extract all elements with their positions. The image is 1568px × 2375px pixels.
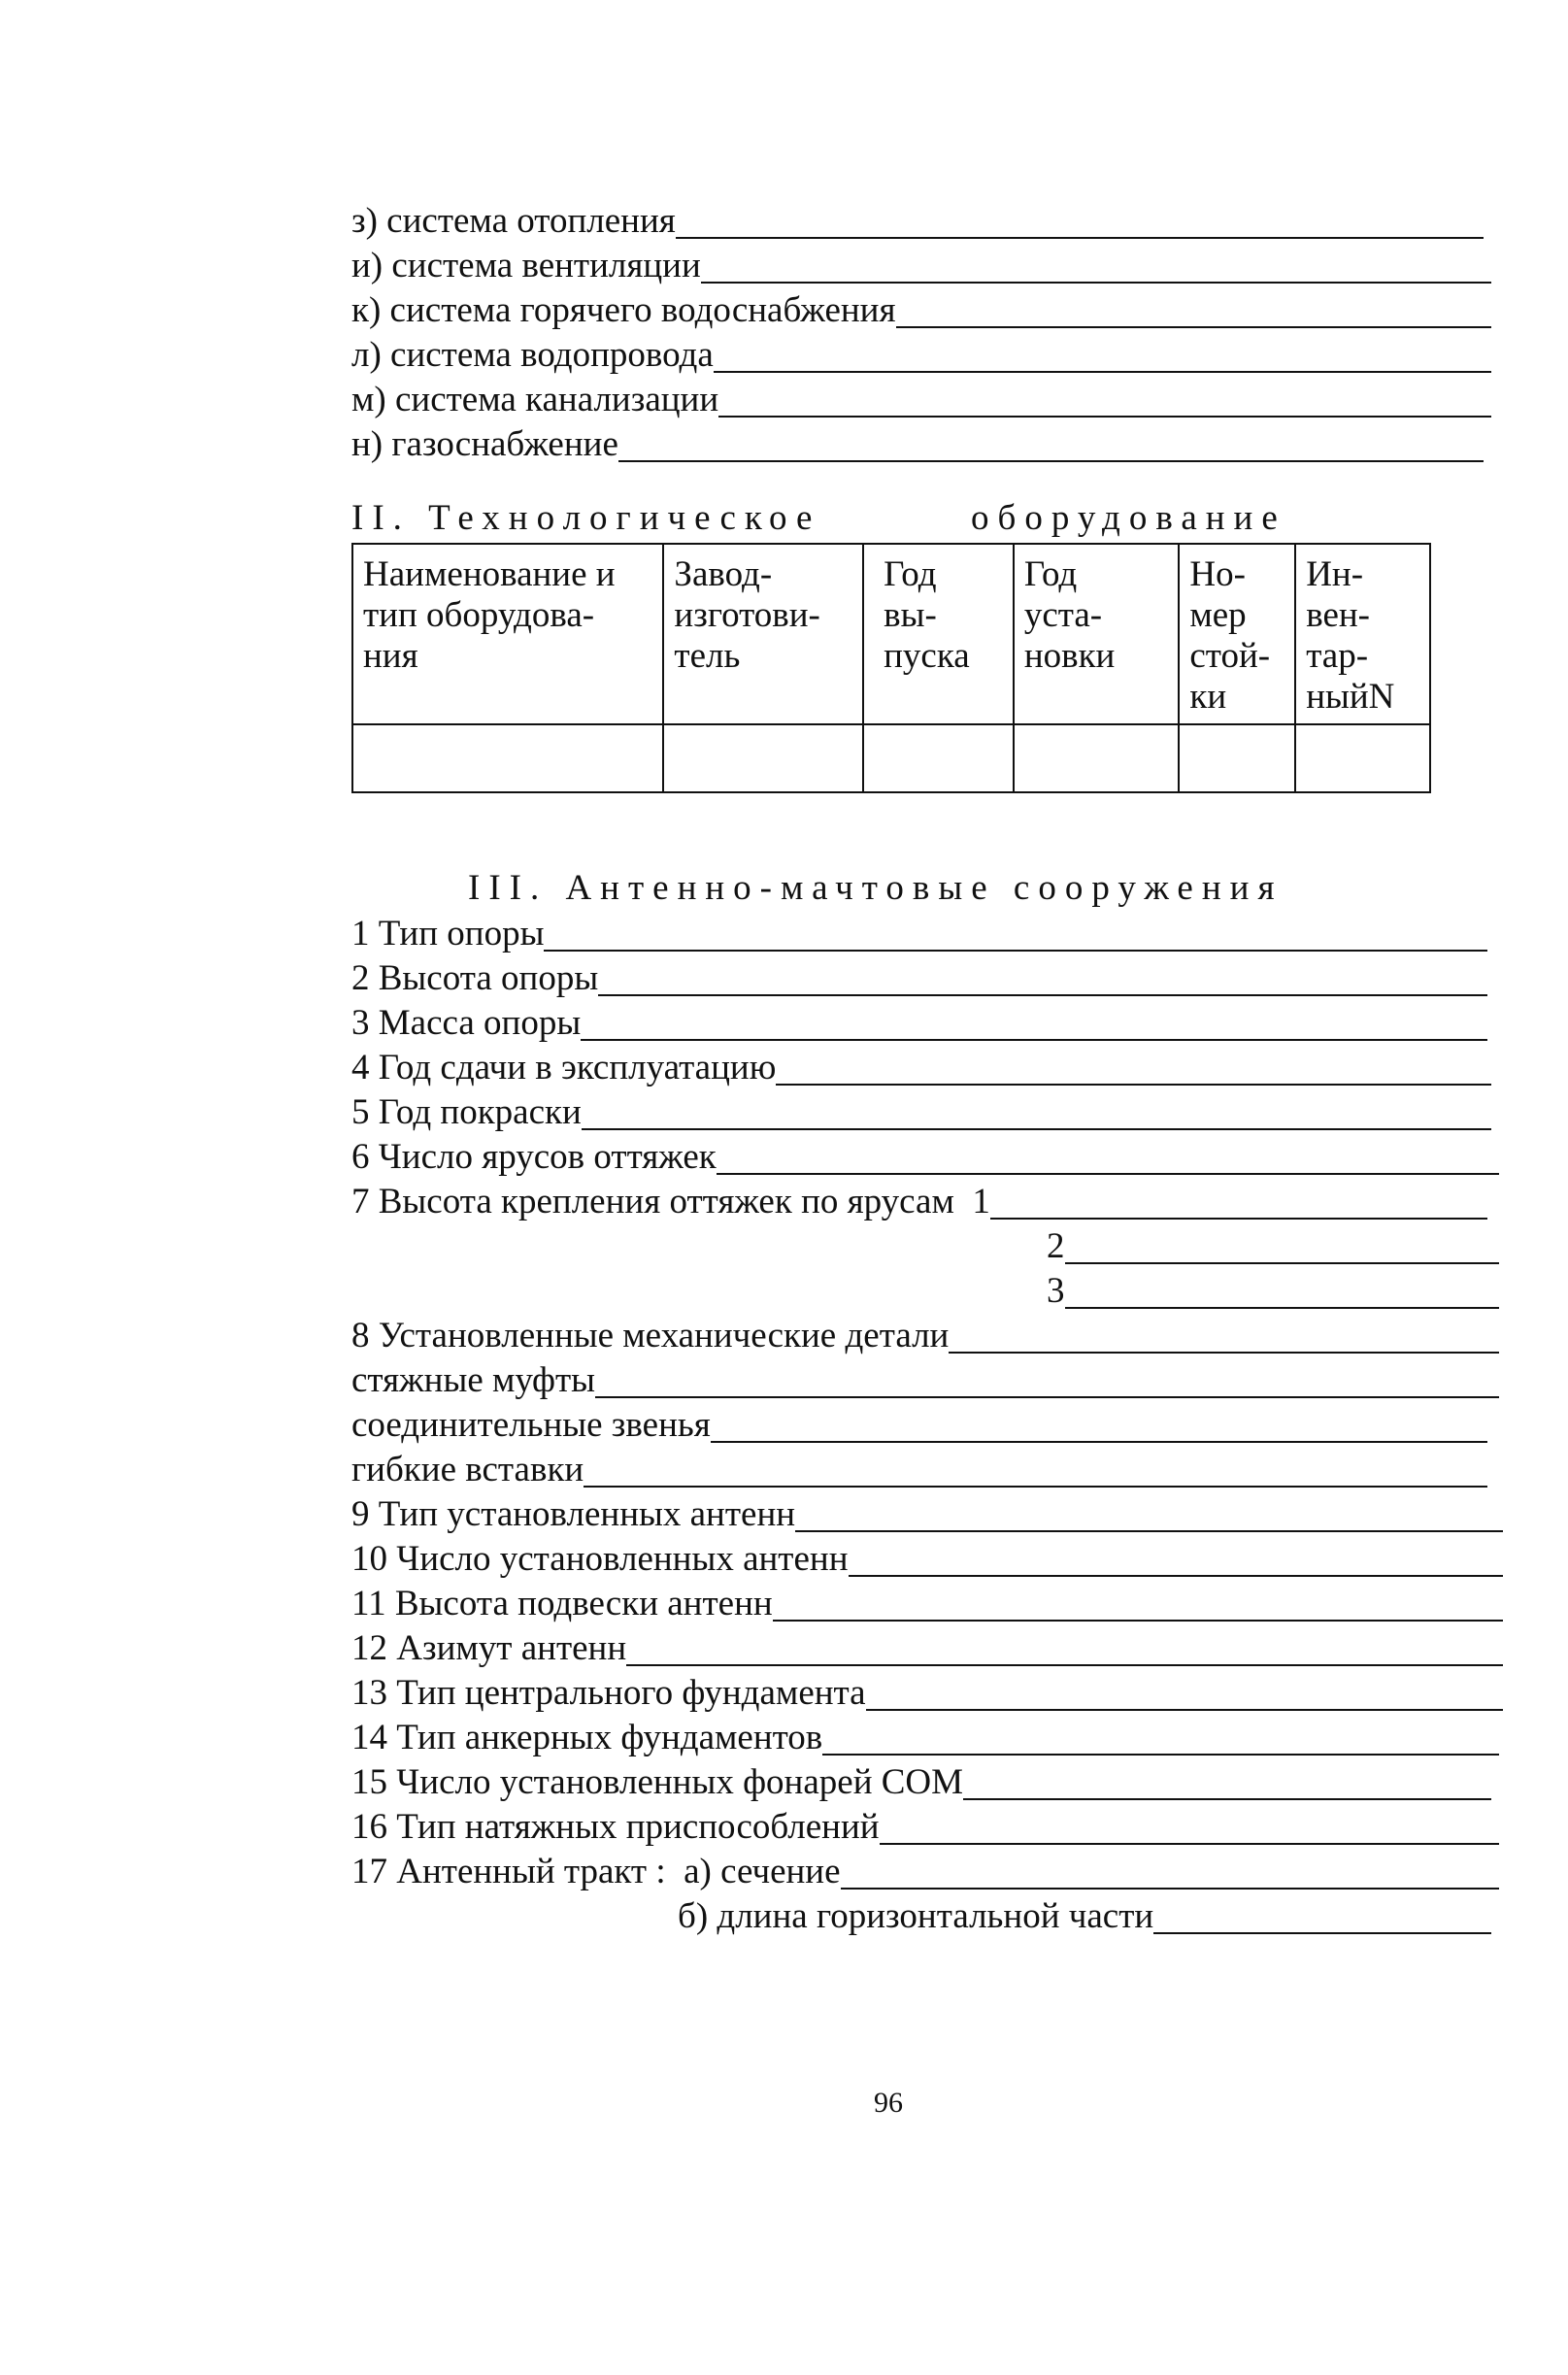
form-label: 11 Высота подвески антенн xyxy=(351,1584,773,1623)
section-2-title-left: II. Технологическое xyxy=(351,498,821,538)
blank-field[interactable] xyxy=(963,1797,1491,1800)
form-line-ventilation xyxy=(351,245,1491,287)
blank-field[interactable] xyxy=(1065,1261,1500,1264)
blank-field[interactable] xyxy=(773,1619,1503,1622)
form-label: 15 Число установленных фонарей СОМ xyxy=(351,1762,964,1802)
form-label: и) система вентиляции xyxy=(351,246,701,285)
form-label: б) длина горизонтальной части xyxy=(678,1896,1154,1936)
form-label: 3 Масса опоры xyxy=(351,1003,582,1043)
form-line-tensioning-devices xyxy=(351,1806,1499,1849)
blank-field[interactable] xyxy=(949,1351,1499,1354)
tier-number: 2 xyxy=(1047,1226,1065,1266)
blank-field[interactable] xyxy=(584,1485,1487,1488)
table-header-row xyxy=(352,544,1430,724)
form-line-connecting-links xyxy=(351,1404,1487,1447)
table-cell[interactable] xyxy=(1014,724,1180,792)
form-label: стяжные муфты xyxy=(351,1360,596,1400)
form-line-antenna-height xyxy=(351,1583,1503,1625)
form-line-turnbuckles xyxy=(351,1359,1499,1402)
column-header xyxy=(352,544,663,724)
blank-field[interactable] xyxy=(776,1083,1491,1086)
form-label: 12 Азимут антенн xyxy=(351,1628,627,1668)
column-header-label: Ин- вен- тар- ныйN xyxy=(1306,554,1395,717)
form-label: з) система отопления xyxy=(351,201,676,241)
form-label: к) система горячего водоснабжения xyxy=(351,290,896,330)
form-label: 13 Тип центрального фундамента xyxy=(351,1673,866,1713)
table-cell[interactable] xyxy=(863,724,1014,792)
form-line-central-foundation xyxy=(351,1672,1503,1715)
form-label: 17 Антенный тракт : а) сечение xyxy=(351,1852,841,1891)
blank-field[interactable] xyxy=(841,1887,1499,1890)
form-label: 10 Число установленных антенн xyxy=(351,1539,849,1579)
form-line-heating xyxy=(351,200,1484,243)
blank-field[interactable] xyxy=(626,1663,1503,1666)
blank-field[interactable] xyxy=(598,993,1487,996)
blank-field[interactable] xyxy=(822,1753,1499,1756)
form-line-antenna-type xyxy=(351,1493,1503,1536)
column-header xyxy=(1179,544,1295,724)
section-3-title: III. Антенно-мачтовые сооружения xyxy=(468,868,1284,908)
column-header-label: Но- мер стой- ки xyxy=(1189,554,1271,717)
column-header-label: Год уста- новки xyxy=(1023,554,1116,676)
form-line-antenna-azimuth xyxy=(351,1627,1503,1670)
form-label: 16 Тип натяжных приспособлений xyxy=(351,1807,880,1847)
column-header-label: Наименование и тип оборудова- ния xyxy=(363,554,616,676)
form-line-water-supply xyxy=(351,334,1491,377)
form-line-flexible-inserts xyxy=(351,1449,1487,1491)
blank-field[interactable] xyxy=(581,1038,1487,1041)
blank-field[interactable] xyxy=(676,236,1484,239)
table-cell[interactable] xyxy=(1295,724,1430,792)
blank-field[interactable] xyxy=(880,1842,1499,1845)
blank-field[interactable] xyxy=(990,1217,1487,1220)
blank-field[interactable] xyxy=(582,1127,1491,1130)
section-2-title-right: оборудование xyxy=(971,498,1286,538)
form-line-anchor-foundations xyxy=(351,1717,1499,1759)
form-line-feeder-horizontal-length xyxy=(678,1895,1491,1938)
form-label: 5 Год покраски xyxy=(351,1092,582,1132)
form-label: 2 Высота опоры xyxy=(351,958,599,998)
form-label: гибкие вставки xyxy=(351,1450,584,1489)
blank-field[interactable] xyxy=(701,281,1491,284)
blank-field[interactable] xyxy=(718,415,1491,418)
blank-field[interactable] xyxy=(711,1440,1487,1443)
form-line-guy-height-tier-2 xyxy=(1047,1225,1499,1268)
column-header-label: Год вы- пуска xyxy=(884,554,970,676)
form-line-obstruction-lights xyxy=(351,1761,1491,1804)
form-label: 1 Тип опоры xyxy=(351,914,545,953)
blank-field[interactable] xyxy=(595,1395,1499,1398)
table-row xyxy=(352,724,1430,792)
blank-field[interactable] xyxy=(618,459,1484,462)
form-label: 7 Высота крепления оттяжек по ярусам 1 xyxy=(351,1182,990,1221)
form-line-guy-height-tier-1 xyxy=(351,1181,1487,1223)
form-line-commission-year xyxy=(351,1047,1491,1089)
column-header xyxy=(863,544,1014,724)
form-label: н) газоснабжение xyxy=(351,424,618,464)
form-label: соединительные звенья xyxy=(351,1405,711,1445)
form-line-gas xyxy=(351,423,1484,466)
blank-field[interactable] xyxy=(1153,1931,1491,1934)
form-line-feeder-section xyxy=(351,1851,1499,1893)
column-header xyxy=(1295,544,1430,724)
form-line-painting-year xyxy=(351,1091,1491,1134)
page-number: 96 xyxy=(874,2087,903,2119)
form-label: м) система канализации xyxy=(351,380,719,419)
form-label: 8 Установленные механические детали xyxy=(351,1316,950,1355)
form-label: 9 Тип установленных антенн xyxy=(351,1494,796,1534)
form-label: 6 Число ярусов оттяжек xyxy=(351,1137,717,1177)
column-header-label: Завод- изготови- тель xyxy=(674,554,820,676)
form-line-support-mass xyxy=(351,1002,1487,1045)
blank-field[interactable] xyxy=(896,325,1492,328)
table-cell[interactable] xyxy=(663,724,863,792)
equipment-table xyxy=(351,543,1431,793)
form-label: л) система водопровода xyxy=(351,335,714,375)
blank-field[interactable] xyxy=(795,1529,1503,1532)
blank-field[interactable] xyxy=(1065,1306,1500,1309)
tier-number: 3 xyxy=(1047,1271,1065,1311)
blank-field[interactable] xyxy=(714,370,1491,373)
blank-field[interactable] xyxy=(544,949,1487,952)
table-cell[interactable] xyxy=(1179,724,1295,792)
form-label: 4 Год сдачи в эксплуатацию xyxy=(351,1048,777,1087)
form-line-support-height xyxy=(351,957,1487,1000)
blank-field[interactable] xyxy=(866,1708,1503,1711)
column-header xyxy=(1014,544,1180,724)
blank-field[interactable] xyxy=(717,1172,1499,1175)
form-label: 14 Тип анкерных фундаментов xyxy=(351,1718,823,1757)
form-line-antenna-count xyxy=(351,1538,1503,1581)
form-line-support-type xyxy=(351,913,1487,955)
form-line-mechanical-parts xyxy=(351,1315,1499,1357)
table-cell[interactable] xyxy=(352,724,663,792)
blank-field[interactable] xyxy=(849,1574,1504,1577)
form-line-hot-water xyxy=(351,289,1491,332)
form-line-sewerage xyxy=(351,379,1491,421)
column-header xyxy=(663,544,863,724)
form-line-guy-height-tier-3 xyxy=(1047,1270,1499,1313)
form-line-guy-tiers xyxy=(351,1136,1499,1179)
